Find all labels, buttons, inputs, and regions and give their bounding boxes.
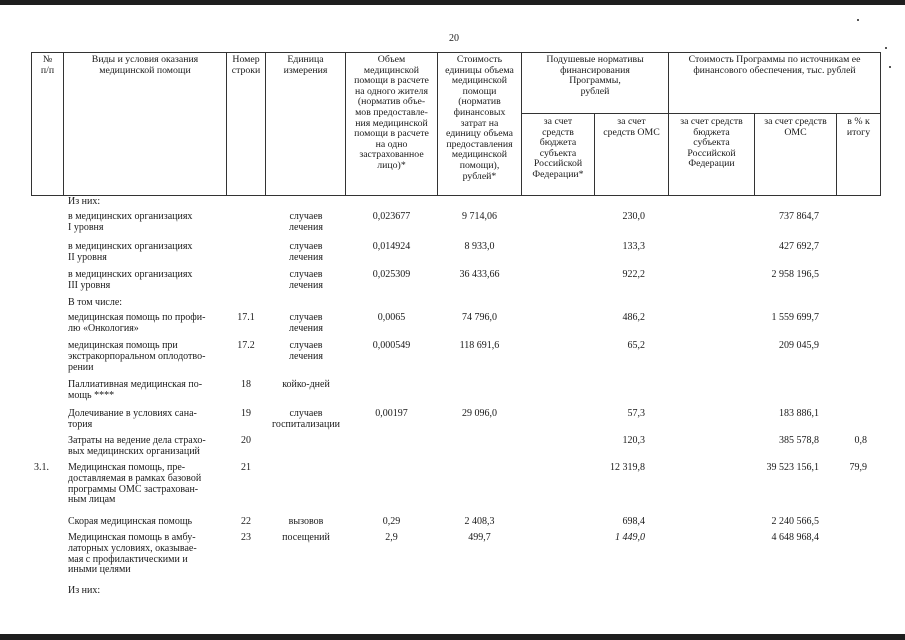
- header-cost: Стоимость единицы объема медицинской помощи (норматив финансовых затрат на единицу объема предоставления медицинской помощи), рублей*: [445, 54, 514, 182]
- row-9-pco: 120,3: [622, 435, 645, 446]
- header-volume: Объем медицинской помощи в расчете на одного жителя (норматив объе- мов предоставле- ния медицинской помощи в расчете на одно застрахованное лицо)*: [354, 54, 429, 171]
- row-11-pco: 698,4: [622, 516, 645, 527]
- row-6-row: 17.2: [237, 340, 255, 351]
- row-8-row: 19: [241, 408, 251, 419]
- header-program-cost: Стоимость Программы по источникам ее финансового обеспечения, тыс. рублей: [688, 54, 861, 76]
- row-3-unit: случаев лечения: [289, 269, 323, 291]
- row-2-unit: случаев лечения: [289, 241, 323, 263]
- row-9-kind: Затраты на ведение дела страхо- вых медицинских организаций: [68, 435, 206, 457]
- row-1-cost: 9 714,06: [462, 211, 497, 222]
- row-3-pco: 922,2: [622, 269, 645, 280]
- row-12-volume: 2,9: [385, 532, 398, 543]
- row-12-kind: Медицинская помощь в амбу- латорных условиях, оказывае- мая с профилактическими и иными целями: [68, 532, 197, 576]
- row-10-num: 3.1.: [34, 462, 49, 473]
- row-3-volume: 0,025309: [372, 269, 411, 280]
- header-kinds: Виды и условия оказания медицинской помощи: [91, 54, 199, 76]
- row-11-row: 22: [241, 516, 251, 527]
- row-10-row: 21: [241, 462, 251, 473]
- row-2-cost: 8 933,0: [464, 241, 495, 252]
- row-6-po: 209 045,9: [779, 340, 819, 351]
- row-10-pct: 79,9: [849, 462, 867, 473]
- row-6-cost: 118 691,6: [459, 340, 500, 351]
- row-10-po: 39 523 156,1: [766, 462, 819, 473]
- row-11-unit: вызовов: [288, 516, 324, 527]
- row-8-volume: 0,00197: [375, 408, 408, 419]
- row-6-volume: 0,000549: [372, 340, 411, 351]
- row-13-kind: Из них:: [68, 585, 101, 596]
- row-8-po: 183 886,1: [779, 408, 819, 419]
- row-3-kind: в медицинских организациях III уровня: [68, 269, 193, 291]
- row-2-kind: в медицинских организациях II уровня: [68, 241, 193, 263]
- row-11-kind: Скорая медицинская помощь: [68, 516, 193, 527]
- row-3-cost: 36 433,66: [459, 269, 500, 280]
- row-12-cost: 499,7: [468, 532, 491, 543]
- row-2-pco: 133,3: [622, 241, 645, 252]
- row-12-po: 4 648 968,4: [771, 532, 819, 543]
- row-1-unit: случаев лечения: [289, 211, 323, 233]
- row-1-pco: 230,0: [622, 211, 645, 222]
- row-11-volume: 0,29: [382, 516, 401, 527]
- row-7-row: 18: [241, 379, 251, 390]
- row-10-kind: Медицинская помощь, пре- доставляемая в рамках базовой программы ОМС застрахован- ным лицам: [68, 462, 202, 506]
- row-6-pco: 65,2: [627, 340, 645, 351]
- row-5-cost: 74 796,0: [462, 312, 497, 323]
- row-3-po: 2 958 196,5: [771, 269, 819, 280]
- row-5-volume: 0,0065: [377, 312, 406, 323]
- row-5-row: 17.1: [237, 312, 255, 323]
- header-prog-oms: за счет средств ОМС: [764, 116, 827, 138]
- row-1-kind: в медицинских организациях I уровня: [68, 211, 193, 233]
- header-per-capita: Подушевые нормативы финансирования Программы, рублей: [546, 54, 644, 97]
- row-12-pco: 1 449,0: [615, 532, 645, 543]
- header-row-number: Номер строки: [231, 54, 261, 76]
- row-2-po: 427 692,7: [779, 241, 819, 252]
- row-10-pco: 12 319,8: [610, 462, 645, 473]
- row-6-unit: случаев лечения: [289, 340, 323, 362]
- row-8-unit: случаев госпитализации: [271, 408, 341, 430]
- row-12-unit: посещений: [282, 532, 330, 543]
- row-6-kind: медицинская помощь при экстракорпоральном оплодотво- рении: [68, 340, 206, 373]
- row-9-row: 20: [241, 435, 251, 446]
- header-pc-budget: за счет средств бюджета субъекта Российской Федерации*: [532, 116, 584, 180]
- header-unit: Единица измерения: [283, 54, 328, 76]
- row-8-cost: 29 096,0: [462, 408, 497, 419]
- row-9-pct: 0,8: [854, 435, 867, 446]
- row-8-kind: Долечивание в условиях сана- тория: [68, 408, 197, 430]
- row-11-cost: 2 408,3: [464, 516, 495, 527]
- row-9-po: 385 578,8: [779, 435, 819, 446]
- header-prog-budget: за счет средств бюджета субъекта Российской Федерации: [680, 116, 743, 170]
- row-11-po: 2 240 566,5: [771, 516, 819, 527]
- row-1-volume: 0,023677: [372, 211, 411, 222]
- row-4-kind: В том числе:: [68, 297, 123, 308]
- page-number: 20: [449, 33, 459, 44]
- row-5-unit: случаев лечения: [289, 312, 323, 334]
- row-5-pco: 486,2: [622, 312, 645, 323]
- row-1-po: 737 864,7: [779, 211, 819, 222]
- row-8-pco: 57,3: [627, 408, 645, 419]
- row-7-kind: Паллиативная медицинская по- мощь ****: [68, 379, 203, 401]
- row-2-volume: 0,014924: [372, 241, 411, 252]
- header-num: № п/п: [40, 54, 55, 76]
- header-prog-pct: в % к итогу: [846, 116, 871, 138]
- row-5-po: 1 559 699,7: [771, 312, 819, 323]
- row-7-unit: койко-дней: [282, 379, 330, 390]
- header-pc-oms: за счет средств ОМС: [603, 116, 660, 138]
- row-5-kind: медицинская помощь по профи- лю «Онкология»: [68, 312, 206, 334]
- row-0-kind: Из них:: [68, 196, 101, 207]
- row-12-row: 23: [241, 532, 251, 543]
